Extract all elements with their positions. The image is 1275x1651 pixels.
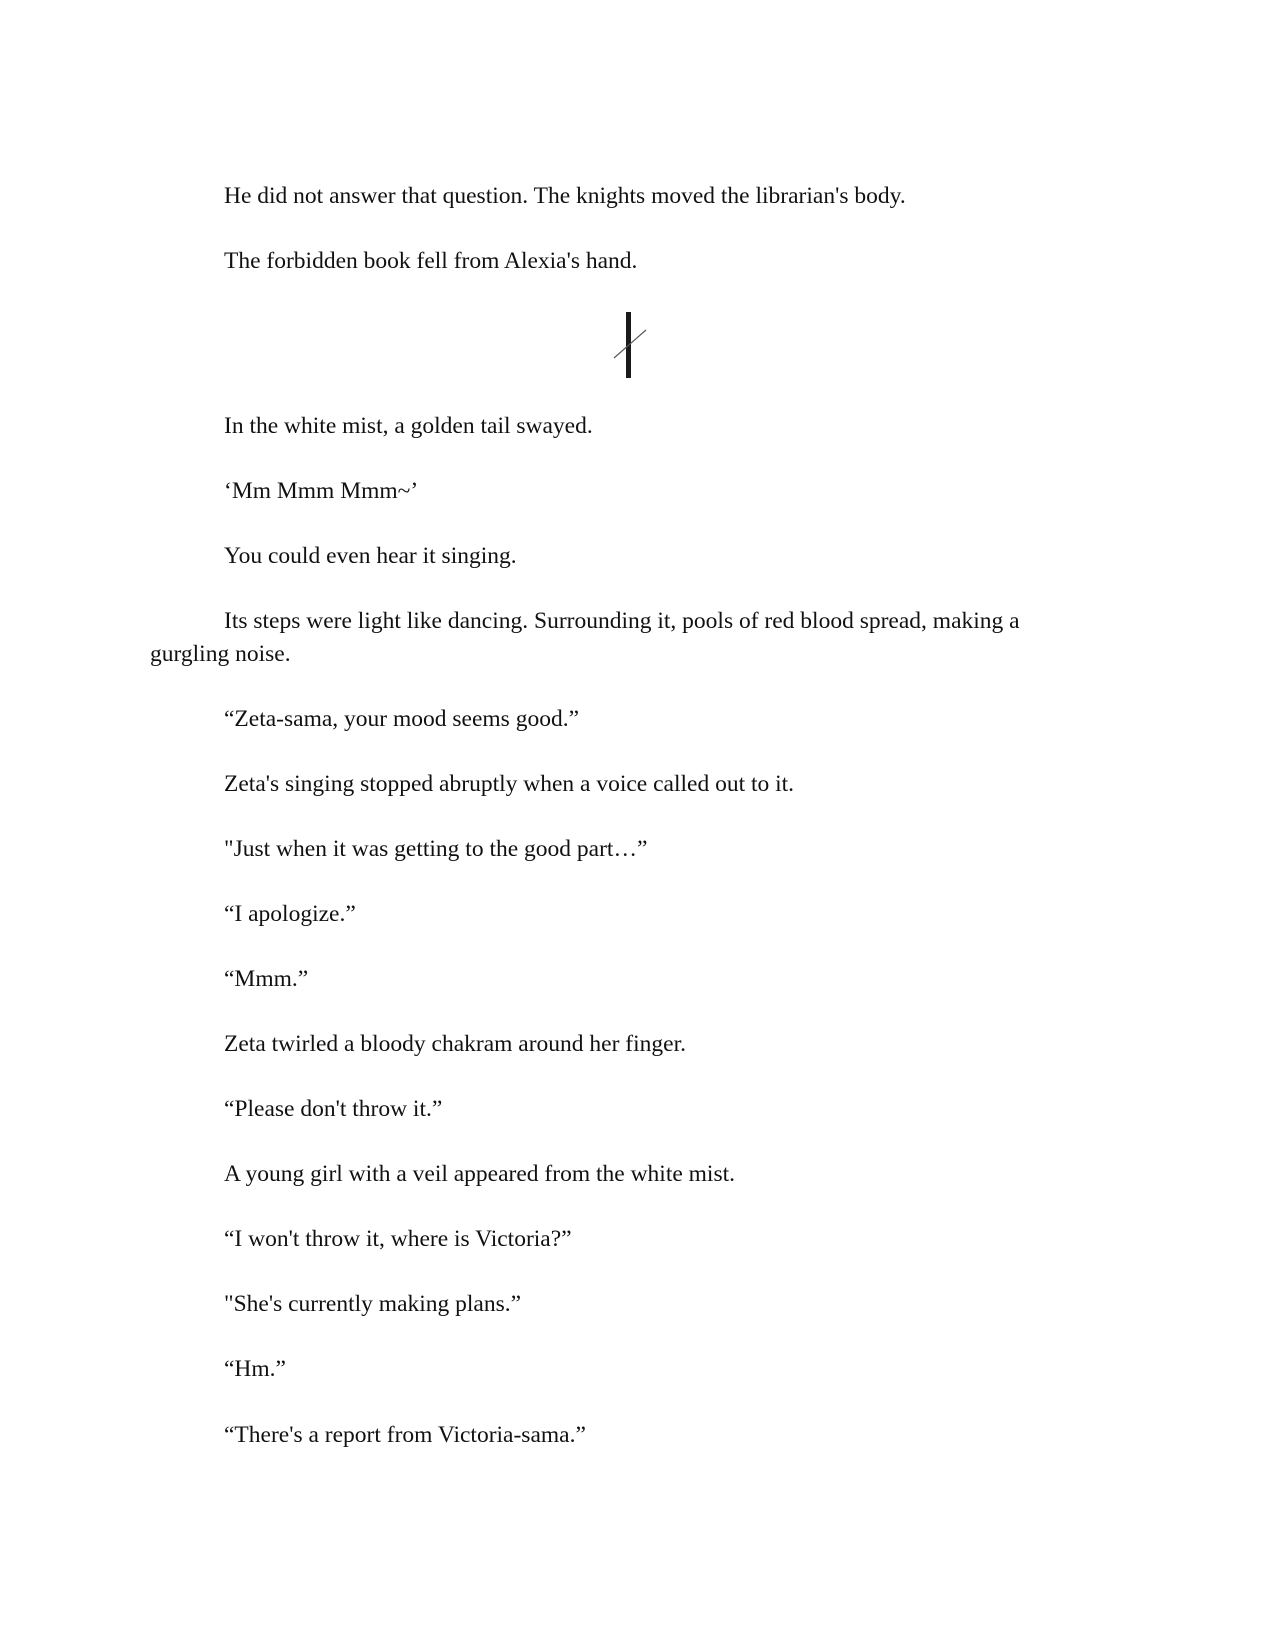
paragraph xyxy=(150,475,1080,508)
paragraph xyxy=(150,703,1080,736)
paragraph-text: "She's currently making plans.” xyxy=(224,1291,522,1317)
paragraph xyxy=(150,1288,1080,1321)
paragraph xyxy=(150,1093,1080,1126)
paragraph xyxy=(150,1419,1080,1452)
paragraph-text: “Please don't throw it.” xyxy=(224,1096,443,1122)
scene-break-sword-icon xyxy=(612,312,652,378)
paragraph-text: He did not answer that question. The knights moved the librarian's body. xyxy=(224,183,906,209)
paragraph xyxy=(150,245,1080,278)
paragraph-text: “Mmm.” xyxy=(224,966,309,992)
paragraph-text: “Zeta-sama, your mood seems good.” xyxy=(224,706,580,732)
paragraph xyxy=(150,963,1080,996)
paragraph xyxy=(150,833,1080,866)
paragraph-text: A young girl with a veil appeared from the white mist. xyxy=(224,1161,736,1187)
paragraph-text: “I won't throw it, where is Victoria?” xyxy=(224,1226,572,1252)
paragraph xyxy=(150,605,1080,671)
paragraph-text: Zeta twirled a bloody chakram around her finger. xyxy=(224,1031,686,1057)
paragraph xyxy=(150,180,1080,213)
paragraph xyxy=(150,1353,1080,1386)
paragraph xyxy=(150,1223,1080,1256)
paragraph xyxy=(150,540,1080,573)
paragraph-text: "Just when it was getting to the good part…” xyxy=(224,836,648,862)
paragraph xyxy=(150,410,1080,443)
paragraph-text: “I apologize.” xyxy=(224,901,356,927)
paragraph xyxy=(150,1158,1080,1191)
paragraph-text: The forbidden book fell from Alexia's hand. xyxy=(224,248,638,274)
paragraph xyxy=(150,898,1080,931)
paragraph-text: Its steps were light like dancing. Surrounding it, pools of red blood spread, making a gurgling noise. xyxy=(150,608,1020,667)
paragraph xyxy=(150,1028,1080,1061)
paragraph-text: “There's a report from Victoria-sama.” xyxy=(224,1422,586,1448)
paragraph-text: Zeta's singing stopped abruptly when a voice called out to it. xyxy=(224,771,795,797)
paragraph-text: ‘Mm Mmm Mmm~’ xyxy=(224,478,419,504)
paragraph xyxy=(150,768,1080,801)
paragraph-text: You could even hear it singing. xyxy=(224,543,517,569)
paragraph-text: In the white mist, a golden tail swayed. xyxy=(224,413,593,439)
paragraph-text: “Hm.” xyxy=(224,1356,286,1382)
